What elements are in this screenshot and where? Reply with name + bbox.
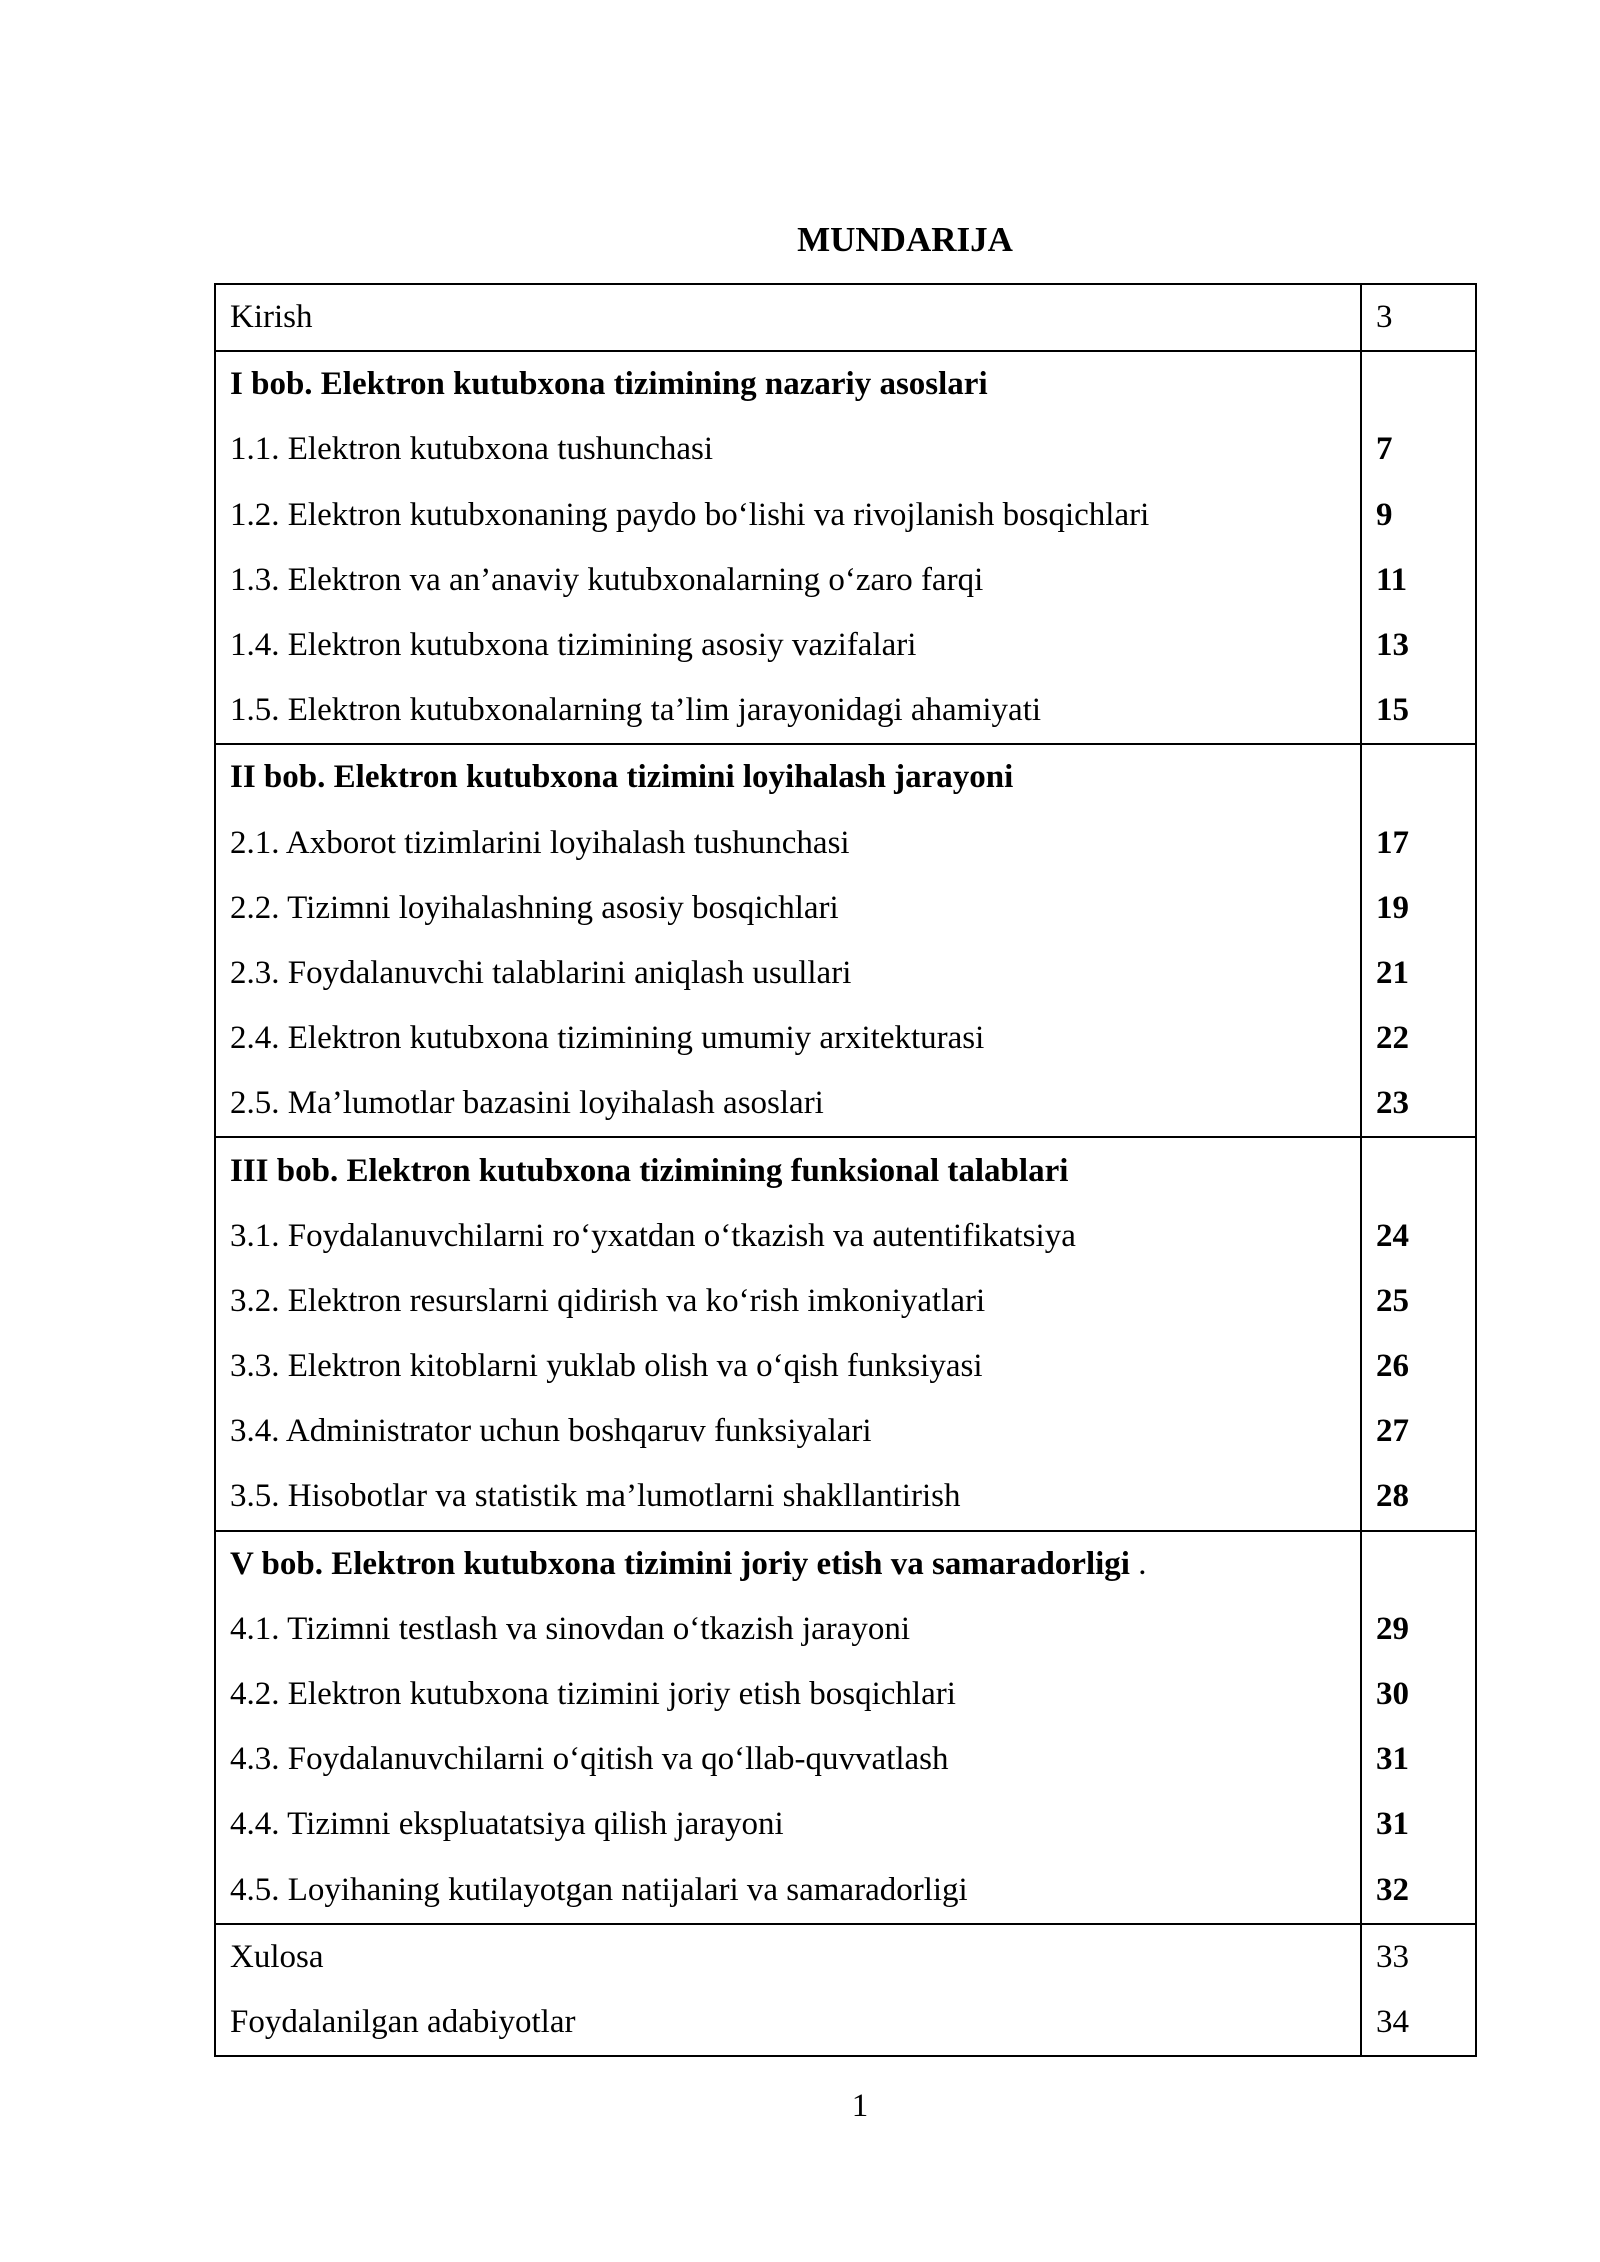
toc-chapter-heading [215,1531,1476,1597]
toc-entry-title-text: 1.2. Elektron kutubxonaning paydo bo‘lishi va rivojlanish bosqichlari [230,496,1150,533]
toc-chapter-heading [215,351,1476,417]
toc-entry [215,613,1476,678]
toc-entry-page: 24 [1361,1204,1476,1269]
toc-entry [215,284,1476,351]
toc-entry-page: 33 [1361,1924,1476,1990]
toc-entry-page: 21 [1361,941,1476,1006]
toc-entry-page [1361,351,1476,417]
toc-entry-page: 3 [1361,284,1476,351]
toc-entry-title [215,351,1361,417]
toc-entry-title-text: 3.2. Elektron resurslarni qidirish va ko‘rish imkoniyatlari [230,1282,986,1319]
toc-entry [215,1269,1476,1334]
toc-entry-page: 7 [1361,417,1476,482]
page-number: 1 [851,2088,869,2124]
toc-entry-page: 13 [1361,613,1476,678]
toc-entry-title-text: 2.5. Ma’lumotlar bazasini loyihalash asoslari [230,1085,824,1122]
toc-entry-title-text: 4.4. Tizimni ekspluatatsiya qilish jarayoni [230,1806,784,1843]
toc-entry-page: 9 [1361,483,1476,548]
toc-entry-page: 15 [1361,678,1476,744]
toc-entry-title [215,1399,1361,1464]
toc-entry-title-text: III bob. Elektron kutubxona tizimining funksional talablari [230,1152,1069,1189]
toc-entry [215,1727,1476,1792]
toc-entry-page: 32 [1361,1858,1476,1924]
toc-entry-title [215,1006,1361,1071]
toc-entry-title-text: 3.5. Hisobotlar va statistik ma’lumotlarni shakllantirish [230,1478,961,1515]
toc-entry-title [215,811,1361,876]
toc-entry [215,1399,1476,1464]
toc-entry-title-text: 4.1. Tizimni testlash va sinovdan o‘tkazish jarayoni [230,1610,911,1647]
toc-entry-title-text: 1.5. Elektron kutubxonalarning ta’lim jarayonidagi ahamiyati [230,692,1042,729]
toc-entry-title-text: 1.3. Elektron va an’anaviy kutubxonalarning o‘zaro farqi [230,561,984,598]
toc-body [215,284,1476,2056]
toc-entry-title [215,941,1361,1006]
toc-entry-title [215,876,1361,941]
toc-entry-title [215,548,1361,613]
toc-entry-title [215,1858,1361,1924]
toc-entry-title-text: 3.1. Foydalanuvchilarni ro‘yxatdan o‘tkazish va autentifikatsiya [230,1217,1076,1254]
toc-entry-page: 34 [1361,1990,1476,2056]
toc-entry [215,876,1476,941]
toc-entry-title-text: V bob. Elektron kutubxona tizimini joriy etish va samaradorligi [230,1545,1130,1582]
toc-entry [215,1792,1476,1857]
toc-entry-page [1361,1531,1476,1597]
toc-entry-title-text: 3.3. Elektron kitoblarni yuklab olish va o‘qish funksiyasi [230,1348,983,1385]
toc-entry-title [215,483,1361,548]
toc-entry-title [215,1924,1361,1990]
toc-entry [215,678,1476,744]
toc-entry-page: 25 [1361,1269,1476,1334]
toc-entry [215,811,1476,876]
toc-entry-title [215,1334,1361,1399]
toc-entry-page: 17 [1361,811,1476,876]
toc-entry-page [1361,1137,1476,1203]
toc-entry-page: 29 [1361,1597,1476,1662]
toc-entry-title-text: 2.3. Foydalanuvchi talablarini aniqlash usullari [230,954,852,991]
toc-entry-title [215,744,1361,810]
toc-entry-page: 26 [1361,1334,1476,1399]
toc-entry-title [215,417,1361,482]
toc-entry-title-text: 1.4. Elektron kutubxona tizimining asosiy vazifalari [230,627,917,664]
toc-entry [215,1662,1476,1727]
toc-entry [215,1334,1476,1399]
toc-entry [215,1858,1476,1924]
toc-entry-title-text: 2.2. Tizimni loyihalashning asosiy bosqichlari [230,889,839,926]
table-of-contents [214,283,1477,2057]
toc-entry-title [215,1531,1361,1597]
toc-entry-page [1361,744,1476,810]
toc-entry-title-text: Xulosa [230,1938,324,1975]
toc-entry-title-text: II bob. Elektron kutubxona tizimini loyihalash jarayoni [230,759,1014,796]
toc-entry-page: 31 [1361,1792,1476,1857]
toc-entry [215,1464,1476,1530]
toc-entry-title [215,1071,1361,1137]
toc-entry-page: 22 [1361,1006,1476,1071]
toc-entry-page: 30 [1361,1662,1476,1727]
toc-entry-title [215,1662,1361,1727]
toc-entry [215,1990,1476,2056]
toc-entry-page: 11 [1361,548,1476,613]
toc-entry [215,483,1476,548]
toc-entry-title [215,1464,1361,1530]
toc-entry-title [215,613,1361,678]
toc-entry-title [215,1727,1361,1792]
toc-entry-page: 31 [1361,1727,1476,1792]
toc-entry-title [215,678,1361,744]
toc-entry-title-text: I bob. Elektron kutubxona tizimining nazariy asoslari [230,366,988,403]
toc-entry-title-text: 4.5. Loyihaning kutilayotgan natijalari va samaradorligi [230,1871,968,1908]
toc-entry [215,548,1476,613]
toc-entry-page: 28 [1361,1464,1476,1530]
toc-entry-title [215,1990,1361,2056]
toc-entry-title [215,1269,1361,1334]
toc-entry-title [215,1204,1361,1269]
toc-entry-title-text: Foydalanilgan adabiyotlar [230,2003,576,2040]
toc-entry [215,1924,1476,1990]
toc-entry-title-text: 4.3. Foydalanuvchilarni o‘qitish va qo‘llab-quvvatlash [230,1741,949,1778]
toc-entry [215,417,1476,482]
toc-entry-title-text: 2.1. Axborot tizimlarini loyihalash tushunchasi [230,824,850,861]
toc-entry-page: 19 [1361,876,1476,941]
toc-entry-title-suffix: . [1129,1545,1147,1582]
page-title: MUNDARIJA [797,220,1013,259]
toc-entry [215,1006,1476,1071]
toc-entry-title-text: 1.1. Elektron kutubxona tushunchasi [230,431,714,468]
toc-entry-title [215,284,1361,351]
toc-entry-title [215,1792,1361,1857]
toc-entry [215,1597,1476,1662]
toc-entry [215,941,1476,1006]
toc-entry-page: 23 [1361,1071,1476,1137]
toc-entry [215,1204,1476,1269]
toc-chapter-heading [215,1137,1476,1203]
toc-entry-title-text: 4.2. Elektron kutubxona tizimini joriy etish bosqichlari [230,1676,956,1713]
toc-entry-title-text: 2.4. Elektron kutubxona tizimining umumiy arxitekturasi [230,1020,985,1057]
toc-entry-title-text: Kirish [230,299,313,336]
toc-entry-title [215,1137,1361,1203]
toc-entry [215,1071,1476,1137]
toc-entry-title-text: 3.4. Administrator uchun boshqaruv funksiyalari [230,1413,872,1450]
toc-entry-title [215,1597,1361,1662]
toc-entry-page: 27 [1361,1399,1476,1464]
toc-chapter-heading [215,744,1476,810]
